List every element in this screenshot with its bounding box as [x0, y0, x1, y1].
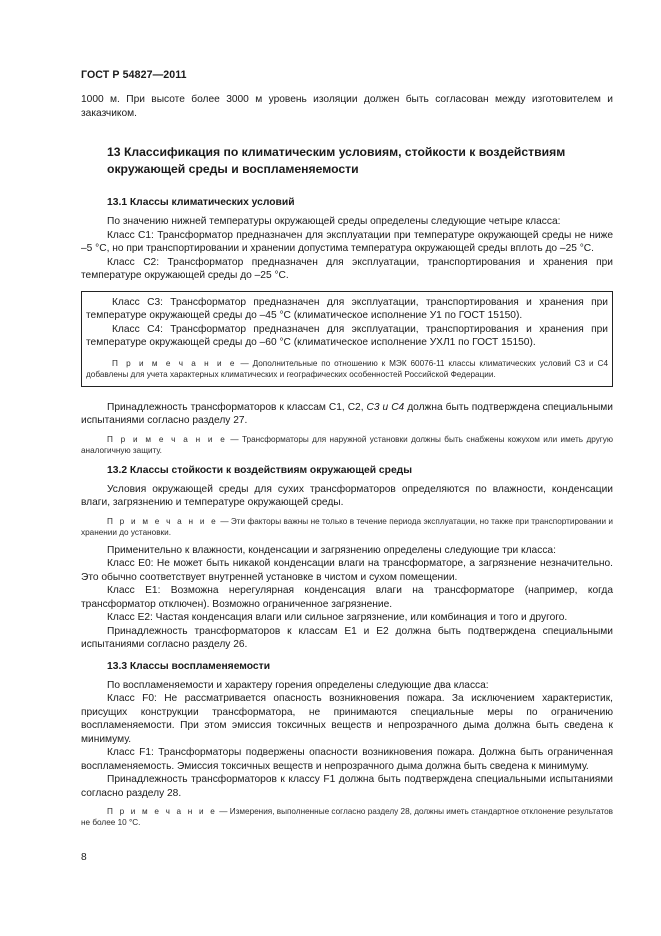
section-13-heading: 13 Классификация по климатическим условиям, стойкости к воздействиям окружающей среды и воспламеняемости: [107, 145, 566, 176]
flammability-note: [81, 806, 613, 828]
page-number: 8: [81, 852, 87, 863]
environment-conformity: Принадлежность трансформаторов к классам Е1 и Е2 должна быть подтверждена специальными испытаниями согласно разделу 26.: [81, 625, 613, 650]
conformity-italic: С3 и С4: [366, 401, 405, 413]
class-c4: Класс С4: Трансформатор предназначен для эксплуатации, транспортирования и хранения при температуре окружающей среды до –60 °С (климатическое исполнение УХЛ1 по ГОСТ 15150).: [86, 323, 608, 348]
note-text: — Дополнительные по отношению к МЭК 60076-11 классы климатических условий С3 и С4 добавлены для учета характерных климатических и географических особенностей Российской Федерации.: [86, 358, 608, 379]
section-13-1-heading: 13.1 Классы климатических условий: [107, 197, 295, 208]
class-c1: Класс С1: Трансформатор предназначен для эксплуатации при температуре окружающей среды не ниже –5 °С, но при транспортировании и хранении допустима температура окружающей среды вплоть до –25 °С.: [81, 229, 613, 254]
class-c2: Класс С2: Трансформатор предназначен для эксплуатации, транспортирования и хранения при температуре окружающей среды до –25 °С.: [81, 256, 613, 281]
section-13-3-heading: 13.3 Классы воспламеняемости: [107, 660, 271, 672]
climate-note: [81, 434, 613, 456]
flammability-intro: По воспламеняемости и характеру горения определены следующие два класса:: [107, 679, 489, 691]
class-e0: Класс Е0: Не может быть никакой конденсации влаги на трансформаторе, а загрязнение незначительно. Это обычно соответствует внутренней установке в чистом и сухом помещении.: [81, 558, 613, 583]
note-text: — Эти факторы важны не только в течение периода эксплуатации, но также при транспортировании и хранении до установки.: [81, 516, 614, 537]
climate-conformity: [81, 401, 613, 428]
environment-note: [81, 516, 613, 538]
climate-intro: По значению нижней температуры окружающей среды определены следующие четыре класса:: [107, 216, 561, 227]
environment-classes-intro: Применительно к влажности, конденсации и загрязнению определены следующие три класса:: [107, 544, 556, 556]
class-f1: Класс F1: Трансформаторы подвержены опасности возникновения пожара. Должна быть ограниченная воспламеняемость. Эмиссия токсичных веществ и непрозрачного дыма должна быть сведена к минимуму.: [81, 747, 613, 772]
class-e1: Класс Е1: Возможна нерегулярная конденсация влаги на трансформаторе (например, когда трансформатор отключен). Возможно ограниченное загрязнение.: [81, 585, 613, 610]
note-text: — Измерения, выполненные согласно разделу 28, должны иметь стандартное отклонение результатов не более 10 °С.: [81, 807, 613, 827]
national-addition-box: [81, 291, 613, 387]
section-13-2-heading: 13.2 Классы стойкости к воздействиям окружающей среды: [107, 464, 413, 476]
box-note: [86, 358, 608, 380]
conformity-text-a: Принадлежность трансформаторов к классам С1, С2,: [107, 401, 367, 413]
note-text: — Трансформаторы для наружной установки должны быть снабжены кожухом или иметь другую аналогичную защиту.: [81, 434, 614, 455]
class-e2: Класс Е2: Частая конденсация влаги или сильное загрязнение, или комбинация и того и другого.: [107, 612, 568, 623]
flammability-conformity: Принадлежность трансформаторов к классу F1 должна быть подтверждена специальными испытаниями согласно разделу 28.: [81, 774, 613, 799]
note-label: П р и м е ч а н и е: [107, 516, 218, 526]
conformity-text-b: должна быть подтверждена специальными испытаниями согласно разделу 27.: [81, 401, 613, 426]
note-label: П р и м е ч а н и е: [107, 807, 217, 816]
note-label: П р и м е ч а н и е: [112, 358, 237, 368]
class-c3: Класс С3: Трансформатор предназначен для эксплуатации, транспортирования и хранения при температуре окружающей среды до –45 °С (климатическое исполнение У1 по ГОСТ 15150).: [86, 296, 608, 321]
document-header: ГОСТ Р 54827—2011: [81, 69, 187, 81]
page-content: [81, 93, 613, 834]
environment-intro: Условия окружающей среды для сухих трансформаторов определяются по влажности, конденсации влаги, загрязнению и температуре окружающей среды.: [81, 483, 613, 508]
note-label: П р и м е ч а н и е: [107, 434, 228, 444]
intro-paragraph: 1000 м. При высоте более 3000 м уровень изоляции должен быть согласован между изготовителем и заказчиком.: [81, 94, 613, 119]
class-f0: Класс F0: Не рассматривается опасность возникновения пожара. За исключением характеристик, присущих конструкции трансформатора, не принимаются специальные меры по ограничению воспламеняемости. При этом эмиссия токсичных веществ и непрозрачного дыма должна быть сведена к минимуму.: [81, 693, 613, 745]
